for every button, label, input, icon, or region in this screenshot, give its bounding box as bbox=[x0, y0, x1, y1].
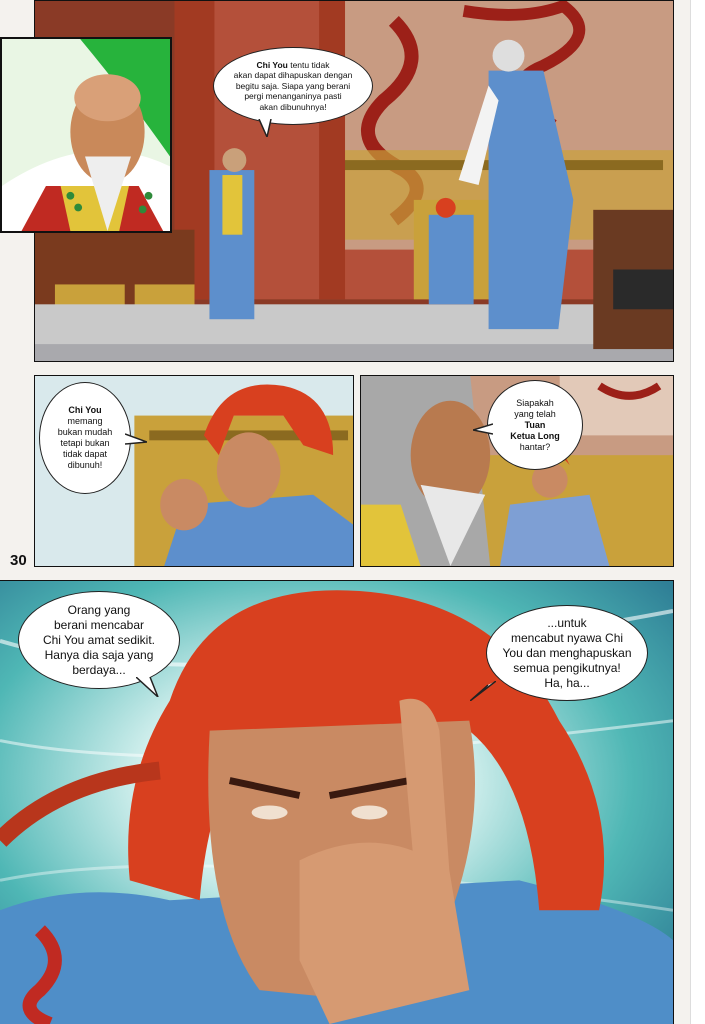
bubble-tail bbox=[136, 677, 162, 697]
bubble-line: mencabut nyawa Chi bbox=[510, 630, 624, 645]
bubble-tail bbox=[257, 119, 281, 137]
bubble-line: semua pengikutnya! bbox=[513, 660, 621, 675]
bubble-tail bbox=[473, 422, 493, 436]
page-number: 30 bbox=[10, 552, 27, 569]
bubble-line: pergi menanganinya pasti bbox=[244, 91, 342, 102]
speech-bubble-take-life bbox=[486, 605, 648, 701]
bubble-line: hantar? bbox=[519, 441, 551, 452]
speech-bubble-who-sent bbox=[487, 380, 583, 470]
bubble-line: yang telah bbox=[514, 408, 556, 419]
bubble-line: berdaya... bbox=[72, 662, 126, 677]
bubble-line: Chi You tentu tidak bbox=[256, 59, 330, 70]
bubble-line: bukan mudah bbox=[57, 427, 113, 437]
bubble-tail bbox=[470, 681, 496, 701]
bubble-line: berani mencabar bbox=[53, 617, 145, 632]
bubble-line: akan dapat dihapuskan dengan bbox=[233, 70, 353, 81]
panel-elder-and-seated bbox=[360, 375, 674, 567]
speech-bubble-not-easy bbox=[39, 382, 131, 494]
bubble-line: tidak dapat bbox=[62, 449, 108, 459]
bubble-line: Chi You bbox=[68, 405, 102, 415]
bubble-line: Tuan bbox=[524, 419, 546, 430]
page-edge bbox=[690, 0, 705, 1024]
bubble-line: tetapi bukan bbox=[60, 438, 110, 448]
panel-elder-inset bbox=[0, 37, 172, 233]
bubble-line: Ketua Long bbox=[510, 430, 560, 441]
elder-inset-art bbox=[2, 39, 170, 231]
bubble-tail bbox=[125, 432, 147, 448]
bubble-line: akan dibunuhnya! bbox=[259, 101, 327, 112]
bubble-line: begitu saja. Siapa yang berani bbox=[235, 80, 351, 91]
panel-closeup bbox=[0, 580, 674, 1024]
speech-bubble-chi-you-warning bbox=[213, 47, 373, 125]
bubble-line: ...untuk bbox=[547, 615, 587, 630]
bubble-line: Hanya dia saja yang bbox=[44, 647, 154, 662]
speech-bubble-few-dare bbox=[18, 591, 180, 689]
bubble-line: dibunuh! bbox=[67, 460, 103, 470]
bubble-line: Ha, ha... bbox=[544, 675, 590, 690]
bubble-line: Chi You amat sedikit. bbox=[42, 632, 156, 647]
bubble-line: Siapakah bbox=[516, 397, 554, 408]
bubble-line: You dan menghapuskan bbox=[502, 645, 632, 660]
bubble-line: memang bbox=[67, 416, 103, 426]
bubble-line: Orang yang bbox=[67, 602, 131, 617]
panel-red-haired-throne bbox=[34, 375, 354, 567]
